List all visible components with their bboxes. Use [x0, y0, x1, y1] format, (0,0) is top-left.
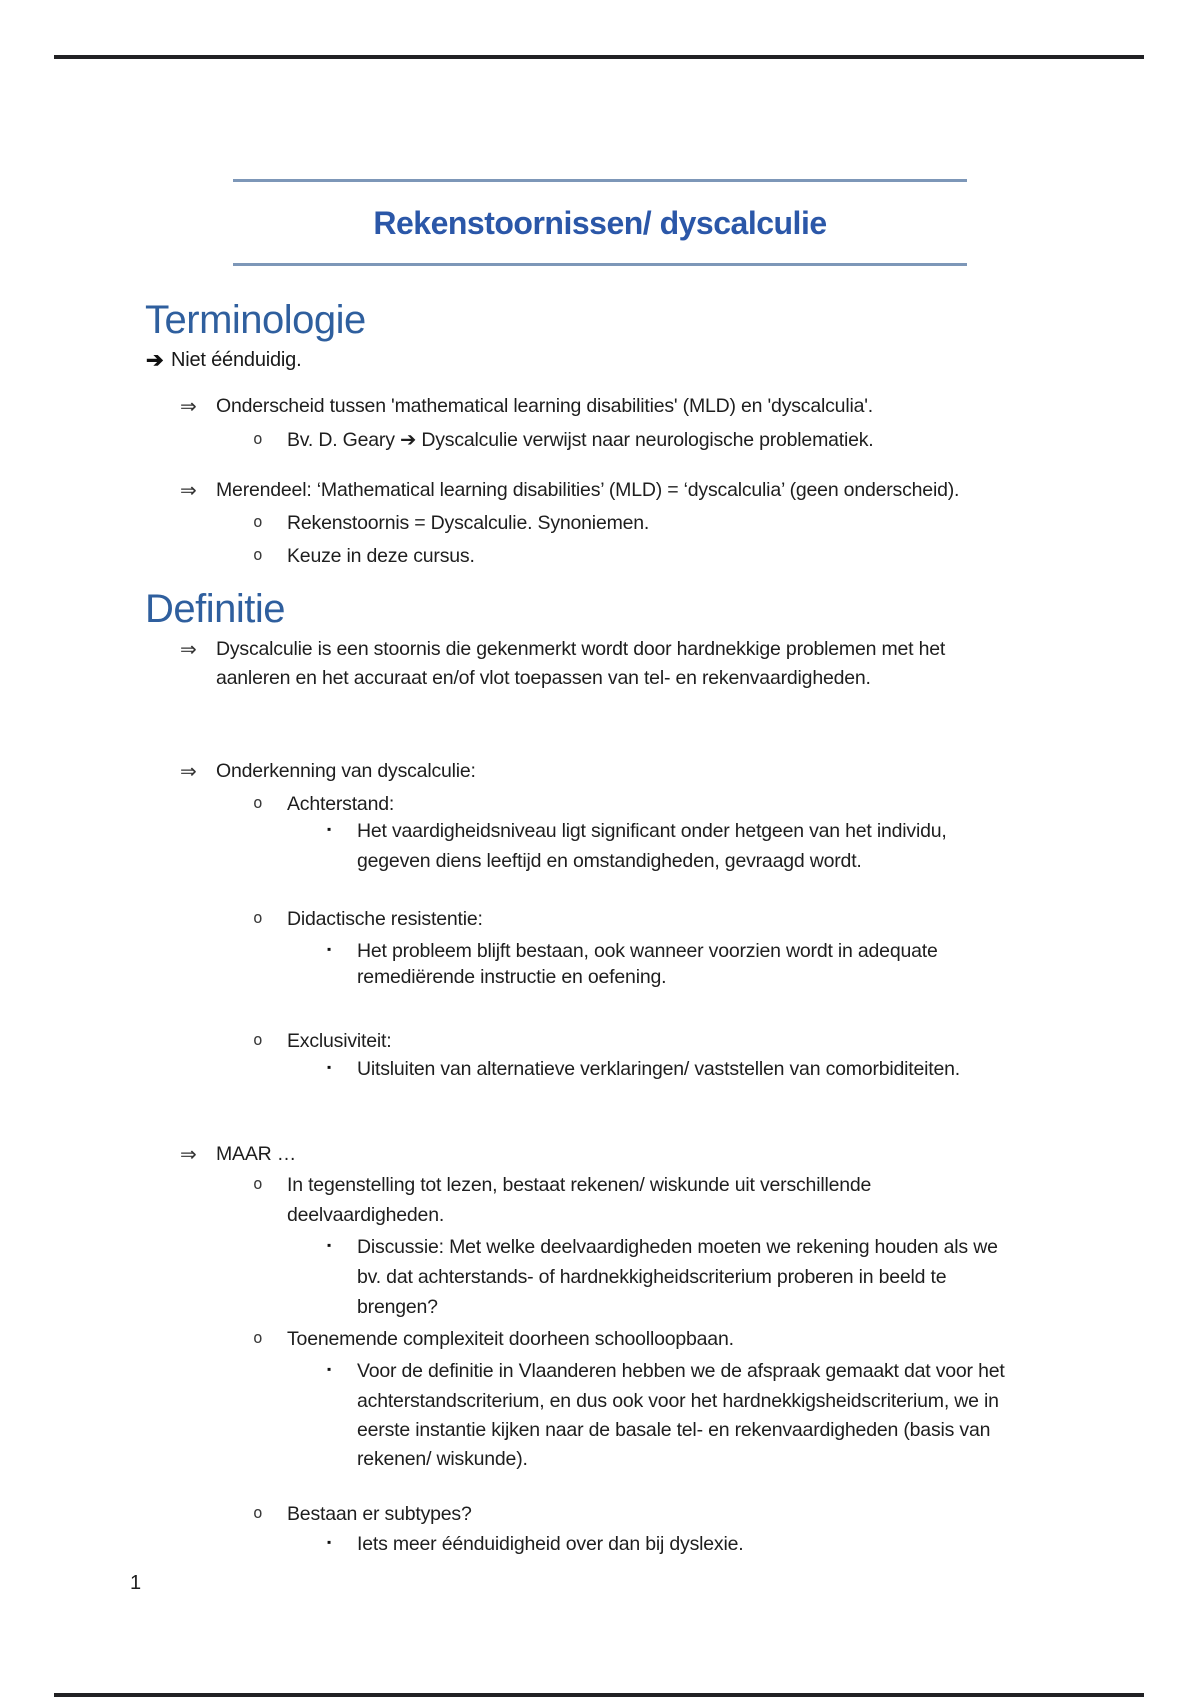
list-item-text: Toenemende complexiteit doorheen schoolloopbaan. [287, 1328, 734, 1350]
list-item [0, 1235, 1200, 1265]
double-arrow-bullet-icon: ⇒ [180, 761, 197, 783]
list-item-text: Discussie: Met welke deelvaardigheden moeten we rekening houden als we [357, 1236, 998, 1258]
section-heading-definitie: Definitie [145, 587, 286, 631]
list-item-text: Bv. D. Geary ➔ Dyscalculie verwijst naar neurologische problematiek. [287, 429, 874, 451]
list-item-text: brengen? [357, 1296, 438, 1318]
bottom-rule [54, 1693, 1144, 1697]
list-item [0, 394, 1200, 424]
intro-note-text: Niet éénduidig. [171, 349, 302, 371]
square-bullet-icon: ▪ [327, 1060, 332, 1074]
list-item-text: remediërende instructie en oefening. [357, 966, 667, 988]
list-item-text: Iets meer éénduidigheid over dan bij dyslexie. [357, 1533, 744, 1555]
list-item [0, 907, 1200, 937]
list-item-text: bv. dat achterstands- of hardnekkigheidscriterium proberen in beeld te [357, 1266, 947, 1288]
intro-note [0, 347, 1200, 377]
title-rule-bottom [233, 263, 967, 266]
list-item-text: Merendeel: ‘Mathematical learning disabilities’ (MLD) = ‘dyscalculia’ (geen onderscheid). [216, 479, 960, 501]
list-item-text: Keuze in deze cursus. [287, 545, 475, 567]
section-heading-terminologie: Terminologie [145, 298, 366, 342]
list-item-text: Voor de definitie in Vlaanderen hebben we de afspraak gemaakt dat voor het [357, 1360, 1005, 1382]
list-item [0, 637, 1200, 667]
list-item-text: Onderscheid tussen 'mathematical learning disabilities' (MLD) en 'dyscalculia'. [216, 395, 873, 417]
list-item-text: eerste instantie kijken naar de basale tel- en rekenvaardigheden (basis van [357, 1419, 991, 1441]
list-item [0, 1029, 1200, 1059]
square-bullet-icon: ▪ [327, 1535, 332, 1549]
list-item-text: Uitsluiten van alternatieve verklaringen/ vaststellen van comorbiditeiten. [357, 1058, 961, 1080]
circle-bullet-icon: o [253, 512, 263, 531]
list-item [0, 1502, 1200, 1532]
list-item-continuation [0, 1389, 1200, 1419]
bold-arrow-icon: ➔ [146, 349, 164, 372]
list-item [0, 1327, 1200, 1357]
square-bullet-icon: ▪ [327, 822, 332, 836]
top-rule [54, 55, 1144, 59]
list-item-text: Rekenstoornis = Dyscalculie. Synoniemen. [287, 512, 650, 534]
list-item-continuation [0, 1447, 1200, 1477]
list-item-text: MAAR … [216, 1143, 297, 1165]
square-bullet-icon: ▪ [327, 942, 332, 956]
list-item-text: rekenen/ wiskunde). [357, 1448, 528, 1470]
circle-bullet-icon: o [253, 793, 263, 812]
list-item-continuation [0, 1418, 1200, 1448]
list-item-text: Dyscalculie is een stoornis die gekenmerkt wordt door hardnekkige problemen met het [216, 638, 946, 660]
list-item-continuation [0, 666, 1200, 696]
double-arrow-bullet-icon: ⇒ [180, 480, 197, 502]
circle-bullet-icon: o [253, 1503, 263, 1522]
list-item-text: gegeven diens leeftijd en omstandigheden, gevraagd wordt. [357, 850, 862, 872]
circle-bullet-icon: o [253, 908, 263, 927]
list-item [0, 759, 1200, 789]
list-item [0, 1173, 1200, 1203]
title-rule-top [233, 179, 967, 182]
list-item [0, 1057, 1200, 1087]
list-item [0, 544, 1200, 574]
list-item [0, 511, 1200, 541]
list-item [0, 428, 1200, 458]
list-item-continuation [0, 1203, 1200, 1233]
list-item [0, 792, 1200, 822]
circle-bullet-icon: o [253, 1030, 263, 1049]
list-item-text: Achterstand: [287, 793, 395, 815]
circle-bullet-icon: o [253, 1174, 263, 1193]
circle-bullet-icon: o [253, 545, 263, 564]
list-item [0, 1359, 1200, 1389]
list-item [0, 819, 1200, 849]
list-item-continuation [0, 849, 1200, 879]
square-bullet-icon: ▪ [327, 1238, 332, 1252]
document-title: Rekenstoornissen/ dyscalculie [373, 204, 827, 241]
list-item [0, 1142, 1200, 1172]
list-item [0, 478, 1200, 508]
list-item-text: In tegenstelling tot lezen, bestaat rekenen/ wiskunde uit verschillende [287, 1174, 872, 1196]
double-arrow-bullet-icon: ⇒ [180, 639, 197, 661]
list-item-text: achterstandscriterium, en dus ook voor het hardnekkigsheidscriterium, we in [357, 1390, 999, 1412]
page-number: 1 [130, 1572, 142, 1594]
list-item-text: Bestaan er subtypes? [287, 1503, 472, 1525]
circle-bullet-icon: o [253, 1328, 263, 1347]
square-bullet-icon: ▪ [327, 1362, 332, 1376]
list-item-text: Onderkenning van dyscalculie: [216, 760, 476, 782]
list-item-text: Het vaardigheidsniveau ligt significant onder hetgeen van het individu, [357, 820, 947, 842]
double-arrow-bullet-icon: ⇒ [180, 396, 197, 418]
double-arrow-bullet-icon: ⇒ [180, 1144, 197, 1166]
list-item-continuation [0, 1295, 1200, 1325]
list-item-text: Didactische resistentie: [287, 908, 483, 930]
list-item-text: deelvaardigheden. [287, 1204, 445, 1226]
list-item-text: Exclusiviteit: [287, 1030, 392, 1052]
list-item-continuation [0, 965, 1200, 995]
list-item-text: aanleren en het accuraat en/of vlot toepassen van tel- en rekenvaardigheden. [216, 667, 871, 689]
list-item-text: Het probleem blijft bestaan, ook wanneer voorzien wordt in adequate [357, 940, 938, 962]
circle-bullet-icon: o [253, 429, 263, 448]
list-item [0, 1532, 1200, 1562]
list-item-continuation [0, 1265, 1200, 1295]
